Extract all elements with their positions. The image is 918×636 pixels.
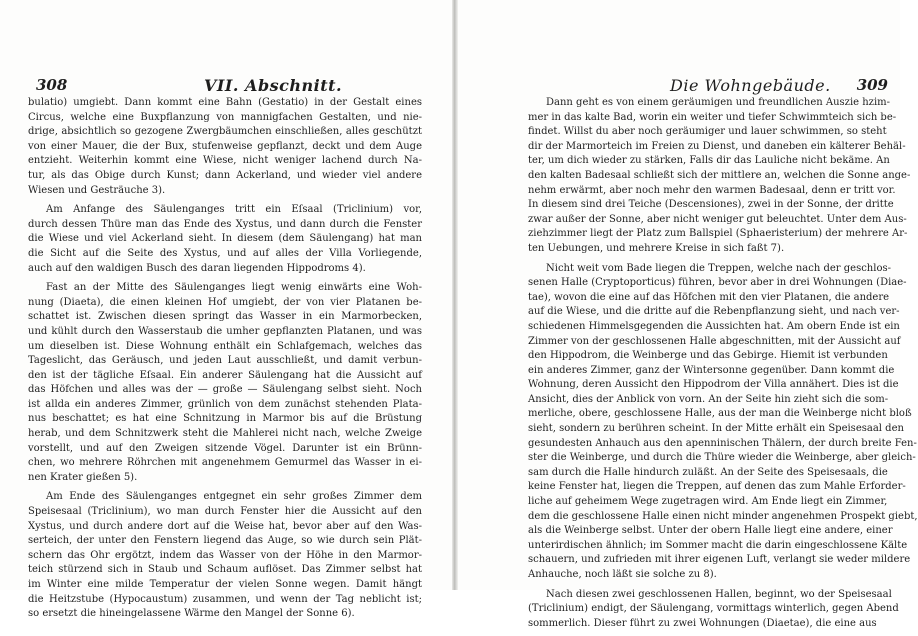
left-page-header bbox=[36, 76, 424, 96]
text-line: den ist der tägliche Eſsaal. Ein anderer Säulengang hat die Aussicht auf bbox=[28, 369, 422, 381]
paragraph bbox=[528, 96, 911, 257]
text-line: mer in das kalte Bad, worin ein weiter und tiefer Schwimmteich sich be- bbox=[528, 111, 897, 123]
text-line: Anhauche, noch läßt sie solche zu 8). bbox=[528, 569, 717, 580]
right-page-header bbox=[514, 76, 888, 96]
text-line: dir der Marmorteich im Freien zu Dienst, und daneben ein kälterer Behäl- bbox=[528, 140, 906, 152]
text-line: um dieselben ist. Diese Wohnung enthält ein Schlafgemach, welches das bbox=[28, 340, 422, 352]
text-line: senen Halle (Cryptoporticus) führen, bevor aber in drei Wohnungen (Diae- bbox=[528, 277, 907, 289]
text-line: chen, wo mehrere Röhrchen mit angenehmem Gemurmel das Wasser in ei- bbox=[28, 457, 422, 469]
text-line: von einer Mauer, die der Bux, stufenweise gepflanzt, deckt und dem Auge bbox=[28, 140, 422, 152]
text-line: Ansicht, dies der Anblick von vorn. An der Seite hin zieht sich die som- bbox=[528, 393, 889, 405]
text-line: ten Uebungen, und mehrere Kreise in sich faßt 7). bbox=[528, 242, 785, 254]
text-line: Am Anfange des Säulenganges tritt ein Eſsaal (Triclinium) vor, bbox=[46, 204, 422, 216]
text-line: auf die Wiese, und die dritte auf die Rebenpflanzung sieht, und nach ver- bbox=[528, 306, 900, 318]
text-line: teich stürzend sich in Staub und Schaum auflöset. Das Zimmer selbst hat bbox=[28, 564, 422, 576]
text-line: bulatio) umgiebt. Dann kommt eine Bahn (Gestatio) in der Gestalt eines bbox=[28, 97, 422, 108]
text-line: die Wiese und viel Ackerland sieht. In diesem (dem Säulengang) hat man bbox=[28, 233, 422, 245]
text-line: liche auf geheimem Wege zugetragen wird. Am Ende liegt ein Zimmer, bbox=[528, 496, 888, 508]
text-line: im Winter eine milde Temperatur der vielen Sonne wegen. Damit hängt bbox=[28, 579, 422, 590]
text-line: entzieht. Weiterhin kommt eine Wiese, nicht weniger lachend durch Na- bbox=[28, 155, 422, 167]
paragraph bbox=[28, 96, 422, 198]
paragraph bbox=[528, 262, 918, 583]
paragraph bbox=[28, 203, 422, 276]
text-line: sommerlich. Dieser führt zu zwei Wohnungen (Diaetae), die eine aus bbox=[528, 617, 877, 629]
right-page bbox=[458, 0, 918, 629]
text-line: schauern, und zufrieden mit ihrer eigenen Luft, verlangt sie weder mildere bbox=[528, 554, 911, 566]
text-line: ist allda ein anderes Zimmer, grünlich von dem zunächst stehenden Plata- bbox=[28, 398, 422, 410]
text-line: (Triclinium) endigt, der Säulengang, vormittags winterlich, gegen Abend bbox=[528, 603, 899, 615]
text-line: schern das Ohr ergötzt, indem das Wasser von der Höhe in den Marmor- bbox=[28, 549, 422, 561]
text-line: Wiesen und Gesträuche 3). bbox=[28, 184, 166, 196]
text-line: ein anderes Zimmer, ganz der Wintersonne gegenüber. Dann kommt die bbox=[528, 364, 895, 376]
text-line: keine Fenster hat, liegen die Treppen, auf denen das zum Mahle Erforder- bbox=[528, 481, 906, 493]
right-text-block bbox=[528, 96, 918, 636]
text-line: nung (Diaeta), die einen kleinen Hof umgiebt, der von vier Platanen be- bbox=[28, 296, 422, 308]
text-line: gesundesten Anhauch aus den apenninischen Thälern, der durch breite Fen- bbox=[528, 437, 917, 449]
text-line: Zimmer von der geschlossenen Halle abgeschnitten, mit der Aussicht auf bbox=[528, 335, 901, 347]
right-running-head: Die Wohngebäude. bbox=[670, 76, 831, 95]
text-line: sam durch die Halle hindurch zuläßt. An der Seite des Speisesaals, die bbox=[528, 466, 888, 478]
text-line: dem die geschlossene Halle einen nicht minder angenehmen Prospekt giebt, bbox=[528, 510, 918, 522]
text-line: die Sicht auf die Seite des Xystus, und auf alles der Villa Vorliegende, bbox=[28, 247, 422, 259]
text-line: schiedenen Himmelsgegenden die Aussichten hat. Am obern Ende ist ein bbox=[528, 320, 900, 332]
left-running-head: VII. Abschnitt. bbox=[204, 76, 343, 95]
text-line: ster die Weinberge, und durch die Thüre wieder die Weinberge, aber gleich- bbox=[528, 452, 916, 464]
text-line: als die Weinberge selbst. Unter der obern Halle liegt eine andere, einer bbox=[528, 525, 893, 537]
text-line: Nach diesen zwei geschlossenen Hallen, beginnt, wo der Speisesaal bbox=[546, 588, 892, 600]
text-line: Speisesaal (Triclinium), wo man durch Fenster hier die Aussicht auf den bbox=[28, 506, 422, 518]
text-line: und kühlt durch den Wasserstaub die umher gepflanzten Platanen, und was bbox=[28, 325, 422, 337]
text-line: Dann geht es von einem geräumigen und freundlichen Auszie hzim- bbox=[546, 97, 891, 108]
text-line: Am Ende des Säulenganges entgegnet ein sehr großes Zimmer dem bbox=[46, 491, 422, 503]
text-line: herab, und dem Schnitzwerk steht die Mahlerei nicht nach, welche Zweige bbox=[28, 428, 422, 440]
left-page bbox=[0, 0, 452, 620]
paragraph bbox=[528, 588, 899, 632]
paragraph bbox=[28, 281, 422, 485]
text-line: nen Krater gießen 5). bbox=[28, 471, 138, 483]
text-line: findet. Willst du aber noch geräumiger und lauer schwimmen, so steht bbox=[528, 126, 887, 138]
text-line: ter, um dich wieder zu stärken, Falls dir das Lauliche nicht bekäme. An bbox=[528, 155, 890, 167]
text-line: so ersetzt die hineingelassene Wärme den Mangel der Sonne 6). bbox=[28, 608, 355, 620]
text-line: Nicht weit vom Bade liegen die Treppen, welche nach der geschlos- bbox=[546, 262, 891, 274]
text-line: zwar außer der Sonne, aber nicht weniger gut beleuchtet. Unter dem Aus- bbox=[528, 213, 907, 225]
text-line: nus beschattet; es hat eine Schnitzung in Marmor bis auf die Brüstung bbox=[28, 413, 422, 425]
left-text-block bbox=[28, 96, 422, 627]
text-line: den Hippodrom, die Weinberge und das Gebirge. Hiemit ist verbunden bbox=[528, 350, 888, 362]
text-line: unterirdischen ähnlich; im Sommer macht die darin eingeschlossene Kälte bbox=[528, 539, 908, 551]
text-line: Xystus, und durch andere dort auf die Weise hat, bevor aber auf den Was- bbox=[28, 520, 422, 532]
text-line: In diesem sind drei Teiche (Descensiones), zwei in der Sonne, der dritte bbox=[528, 199, 894, 211]
text-line: merliche, obere, geschlossene Halle, aus der man die Weinberge nicht bloß bbox=[528, 408, 912, 420]
text-line: vorstellt, und auf den Zweigen sitzende Vögel. Darunter ist ein Brünn- bbox=[28, 442, 422, 454]
text-line: durch dessen Thüre man das Ende des Xystus, und dann durch die Fenster bbox=[28, 218, 422, 230]
text-line: sieht, sondern zu berühren scheint. In der Mitte erhält ein Speisesaal den bbox=[528, 423, 904, 435]
text-line: Circus, welche eine Buxpflanzung von mannigfachen Gestalten, und nie- bbox=[28, 111, 422, 123]
text-line: auch auf den waldigen Busch des daran liegenden Hippodroms 4). bbox=[28, 262, 366, 274]
text-line: Wohnung, deren Aussicht den Hippodrom der Villa annähert. Dies ist die bbox=[528, 379, 899, 391]
text-line: schattet ist. Zwischen diesen springt das Wasser in ein Marmorbecken, bbox=[28, 311, 422, 323]
paragraph bbox=[28, 490, 422, 621]
right-page-number: 309 bbox=[856, 76, 888, 94]
text-line: den kalten Badesaal schließt sich der mittlere an, welchen die Sonne ange- bbox=[528, 169, 911, 181]
text-line: Fast an der Mitte des Säulenganges liegt wenig einwärts eine Woh- bbox=[46, 282, 422, 294]
text-line: serteich, der unter den Fenstern liegend das Auge, so wie durch sein Plät- bbox=[28, 535, 422, 547]
text-line: nehm erwärmt, aber noch mehr den warmen Badesaal, denn er tritt vor. bbox=[528, 184, 896, 196]
text-line: die Heitzstube (Hypocaustum) zusammen, und wenn der Tag neblicht ist; bbox=[28, 593, 422, 605]
text-line: tur, als das Obige durch Kunst; dann Ackerland, und wieder viel andere bbox=[28, 169, 422, 181]
text-line: das Höfchen und alles was der — große — Säulengang selbst sieht. Noch bbox=[28, 384, 422, 396]
text-line: tae), wovon die eine auf das Höfchen mit den vier Platanen, die andere bbox=[528, 291, 890, 303]
text-line: Tageslicht, das Geräusch, und jeden Laut ausschließt, und damit verbun- bbox=[28, 355, 422, 367]
left-page-number: 308 bbox=[36, 76, 68, 94]
text-line: drige, absichtlich so gezogene Zwergbäumchen einschließen, alles geschützt bbox=[28, 126, 422, 138]
text-line: ziehzimmer liegt der Platz zum Ballspiel (Sphaeristerium) der mehrere Ar- bbox=[528, 228, 908, 240]
